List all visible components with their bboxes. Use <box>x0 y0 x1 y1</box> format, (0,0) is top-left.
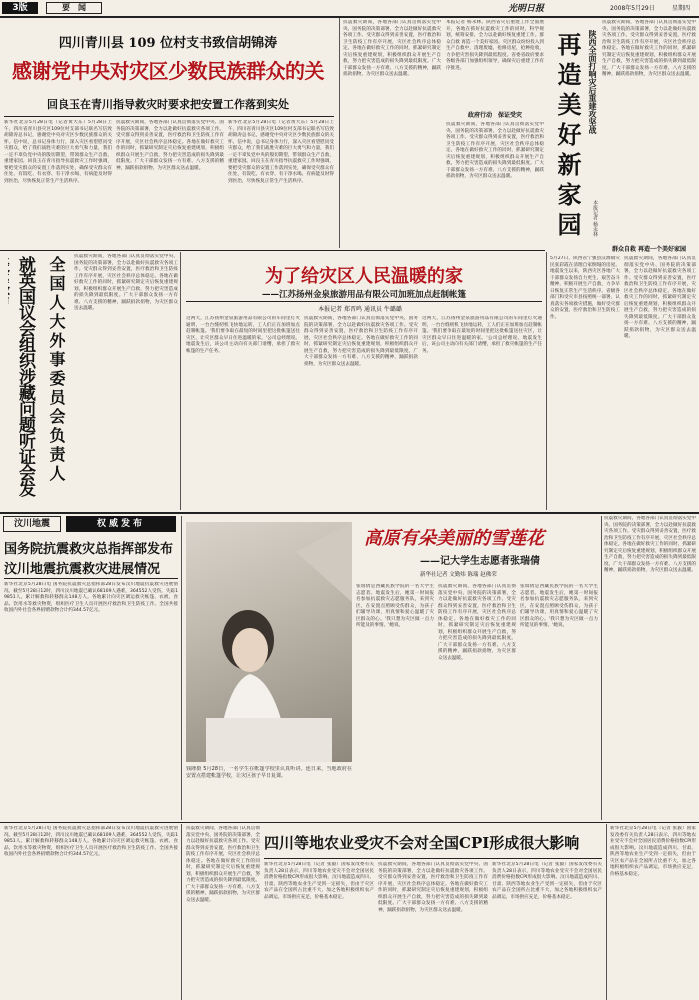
lead-rule <box>4 116 334 117</box>
quake-headline-2: 汶川地震抗震救灾进展情况 <box>4 562 161 576</box>
quake-label-box <box>3 516 61 532</box>
photo-figure <box>186 522 352 762</box>
right-divider <box>546 252 547 510</box>
news-photo <box>186 522 352 762</box>
lead-headline: 感谢党中央对灾区少数民族群众的关 <box>12 59 324 83</box>
lead-body-col2: 抗震救灾期间，各地各部门认真贯彻落实党中央、国务院的决策部署，全力以赴做好抗震救灾各项工作。受灾群众得到妥善安置，医疗救治和卫生防疫工作有序开展，灾区社会秩序总体稳定。各地在做好救灾工作的同时，抓紧研究制定灾后恢复重建规划，积极组织群众开展生产自救，努力把灾害造成的损失降到最低限度。广大干部群众发扬一方有难、八方支援的精神，踊跃捐款捐物，为灾区群众送去温暖。 <box>116 120 224 171</box>
cpi-head-rule <box>264 858 602 859</box>
cpi-divider-right <box>606 824 607 1000</box>
warm-rule <box>186 301 542 302</box>
npc-subtitle: 全国人大外事委员会负责人 <box>47 256 66 484</box>
mid-col-2b: 抗震救灾期间，各地各部门认真贯彻落实党中央、国务院的决策部署，全力以赴做好抗震救灾各项工作。受灾群众得到妥善安置，医疗救治和卫生防疫工作有序开展，灾区社会秩序总体稳定。各地在做好救灾工作的同时，抓紧研究制定灾后恢复重建规划，积极组织群众开展生产自救，努力把灾害造成的损失降到最低限度。广大干部群众发扬一方有难、八方支援的精神，踊跃捐款捐物，为灾区群众送去温暖。 <box>446 122 544 179</box>
zaizao-subtitle: 陕西全面打响灾后重建攻坚战 <box>588 30 597 134</box>
right-col-mid-2: 抗震救灾期间，各地各部门认真贯彻落实党中央、国务院的决策部署，全力以赴做好抗震救灾各项工作。受灾群众得到妥善安置，医疗救治和卫生防疫工作有序开展，灾区社会秩序总体稳定。各地在做好救灾工作的同时，抓紧研究制定灾后恢复重建规划，积极组织群众开展生产自救，努力把灾害造成的损失降到最低限度。广大干部群众发扬一方有难、八方支援的精神，踊跃捐款捐物，为灾区群众送去温暖。 <box>624 256 696 339</box>
warm-byline: 本报记者 郑晋鸣 通讯员 牛璐璐 <box>318 306 402 313</box>
warm-body-col1: 这两天，江苏扬州金泉旅游用品有限公司的车间里灯火通明，一台台缝纫机飞快地运转，工人们正在加班加点赶制帐篷。'我们要争取在最短的时间里把这批帐篷送往灾区，让灾区群众早日住进温暖的家。'公司总经理说。地震发生后，该公司主动向有关部门请缨，承担了救灾帐篷的生产任务。 <box>186 316 300 354</box>
quake-top-rule <box>0 512 699 514</box>
warm-body-col3: 这两天，江苏扬州金泉旅游用品有限公司的车间里灯火通明，一台台缝纫机飞快地运转，工人们正在加班加点赶制帐篷。'我们要争取在最短的时间里把这批帐篷送往灾区，让灾区群众早日住进温暖的家。'公司总经理说。地震发生后，该公司主动向有关部门请缨，承担了救灾帐篷的生产任务。 <box>422 316 542 354</box>
section-label: 要 闻 <box>62 3 86 12</box>
lead-body-col1: 新华社北京5月28日电（记者黄大东）5月28日上午，四川省青川县灾区109位村支部书记联名写信致胡锦涛总书记，感谢党中央对灾区少数民族群众的关怀。信中说，总书记身体力行，深入灾区看望慰问受灾群众，给了我们战胜灾难的巨大勇气和力量，我们一定不辜负党中央的殷切期望，带领群众生产自救，重建家园。回良玉在青川指导抗震救灾工作时强调，要把受灾群众的安置工作落到实处，确保受灾群众有住处、有饭吃、有衣穿、有干净水喝、有病能及时得到医治，尽快恢复正常生产生活秩序。 <box>4 120 112 184</box>
cpi-divider-left <box>181 824 182 1000</box>
lead-subhead: 回良玉在青川指导救灾时要求把安置工作落到实处 <box>47 98 289 111</box>
photo-caption: 钱隆摄 5月28日，一名学生在帐篷学校里认真听讲。连日来，当地政府在安置点搭建帐篷学校，让灾区孩子早日复课。 <box>186 766 352 779</box>
right-subhead: 群众自救 再造一个美好家园 <box>611 246 687 253</box>
cpi-body-col3: 新华社北京5月28日电（记者 张毅）国家发改委有关负责人28日表示，四川等地农业受灾不会对全国居民消费价格指数CPI形成很大影响。汶川地震造成四川、甘肃、陕西等地农业生产受到一定损失，但由于灾区农产品在全国所占比重不大，加之各地积极组织农产品调运，市场供应充足，价格基本稳定。 <box>492 862 602 900</box>
cpi-top-rule <box>0 822 699 823</box>
zaizao-title: 再造美好新家园 <box>553 32 582 242</box>
section-tag <box>46 2 102 14</box>
warm-subhead: ——江苏扬州金泉旅游用品有限公司加班加点赶制帐篷 <box>261 290 466 300</box>
cpi-body-col2: 抗震救灾期间，各地各部门认真贯彻落实党中央、国务院的决策部署，全力以赴做好抗震救灾各项工作。受灾群众得到妥善安置，医疗救治和卫生防疫工作有序开展，灾区社会秩序总体稳定。各地在做好救灾工作的同时，抓紧研究制定灾后恢复重建规划，积极组织群众开展生产自救，努力把灾害造成的损失降到最低限度。广大干部群众发扬一方有难、八方支援的精神，踊跃捐款捐物，为灾区群众送去温暖。 <box>378 862 488 913</box>
issue-weekday: 星期四 <box>672 5 691 12</box>
right-col-bottom: 抗震救灾期间，各地各部门认真贯彻落实党中央、国务院的决策部署，全力以赴做好抗震救灾各项工作。受灾群众得到妥善安置，医疗救治和卫生防疫工作有序开展，灾区社会秩序总体稳定。各地在做好救灾工作的同时，抓紧研究制定灾后恢复重建规划，积极组织群众开展生产自救，努力把灾害造成的损失降到最低限度。广大干部群众发扬一方有难、八方支援的精神，踊跃捐款捐物，为灾区群众送去温暖。 <box>604 516 696 573</box>
page-number: 3版 <box>2 2 38 14</box>
zaizao-byline: 本报记者 杨永林 <box>592 200 598 237</box>
lead-body-col3: 新华社北京5月28日电（记者黄大东）5月28日上午，四川省青川县灾区109位村支部书记联名写信致胡锦涛总书记，感谢党中央对灾区少数民族群众的关怀。信中说，总书记身体力行，深入灾区看望慰问受灾群众，给了我们战胜灾难的巨大勇气和力量，我们一定不辜负党中央的殷切期望，带领群众生产自救，重建家园。回良玉在青川指导抗震救灾工作时强调，要把受灾群众的安置工作落到实处，确保受灾群众有住处、有饭吃、有衣穿、有干净水喝、有病能及时得到医治，尽快恢复正常生产生活秩序。 <box>228 120 334 184</box>
quake-headline-1: 国务院抗震救灾总指挥部发布 <box>4 542 174 556</box>
npc-title: 就英国议会组织涉藏问题听证会发 <box>15 256 35 496</box>
quake-divider <box>181 516 182 820</box>
cpi-right-col: 新华社北京5月28日电（记者 张毅）国家发改委有关负责人28日表示，四川等地农业受灾不会对全国居民消费价格指数CPI形成很大影响。汶川地震造成四川、甘肃、陕西等地农业生产受到一定损失，但由于灾区农产品在全国所占比重不大，加之各地积极组织农产品调运，市场供应充足，价格基本稳定。 <box>610 826 696 877</box>
lead-kicker: 四川青川县 109 位村支书致信胡锦涛 <box>58 36 278 50</box>
warm-headline: 为了给灾区人民温暖的家 <box>265 266 463 286</box>
cpi-headline: 四川等地农业受灾不会对全国CPI形成很大影响 <box>264 834 580 852</box>
snow-byline: 新华社记者 文勤炜 陈瑞 赵佛荣 <box>420 572 497 578</box>
snow-body-col3: 张瑞倩是西藏民族学院的一名大学生志愿者。地震发生后，她第一时间报名参加抗震救灾志愿服务队，来到灾区，在安置点照顾受伤群众，为孩子们辅导功课，用真情和爱心温暖了灾区群众的心。'我只想为灾区做一点力所能及的事情。'她说。 <box>520 584 598 628</box>
npc-body: 抗震救灾期间，各地各部门认真贯彻落实党中央、国务院的决策部署，全力以赴做好抗震救灾各项工作。受灾群众得到妥善安置，医疗救治和卫生防疫工作有序开展，灾区社会秩序总体稳定。各地在做好救灾工作的同时，抓紧研究制定灾后恢复重建规划，积极组织群众开展生产自救，努力把灾害造成的损失降到最低限度。广大干部群众发扬一方有难、八方支援的精神，踊跃捐款捐物，为灾区群众送去温暖。 <box>74 254 178 311</box>
mid-rule <box>0 250 545 251</box>
npc-divider <box>180 252 181 510</box>
quake-tag: 权威发布 <box>66 516 176 532</box>
snow-subhead: ——记大学生志愿者张瑞倩 <box>420 556 540 566</box>
quake-head-rule <box>4 578 178 579</box>
cpi-left-col: 抗震救灾期间，各地各部门认真贯彻落实党中央、国务院的决策部署，全力以赴做好抗震救灾各项工作。受灾群众得到妥善安置，医疗救治和卫生防疫工作有序开展，灾区社会秩序总体稳定。各地在做好救灾工作的同时，抓紧研究制定灾后恢复重建规划，积极组织群众开展生产自救，努力把灾害造成的损失降到最低限度。广大干部群众发扬一方有难、八方支援的精神，踊跃捐款捐物，为灾区群众送去温暖。 <box>186 826 260 903</box>
paper-name: 光明日报 <box>508 4 545 14</box>
snow-body-col1: 张瑞倩是西藏民族学院的一名大学生志愿者。地震发生后，她第一时间报名参加抗震救灾志愿服务队，来到灾区，在安置点照顾受伤群众，为孩子们辅导功课，用真情和爱心温暖了灾区群众的心。'我只想为灾区做一点力所能及的事情。'她说。 <box>356 584 434 628</box>
masthead-rule <box>0 16 699 18</box>
mid-col-2: 本报记者 杨永林。陕西省灾后重建工作全面展开，各地在抓好抗震救灾工作的同时，科学规划，统筹安排，全力以赴做好恢复重建工作。群众自救 再造一个美好家园。灾区群众纷纷投入到生产自救中，清理废墟，抢修房屋，抢种抢收，力争把灾害损失降到最低程度。省委省政府要求各级各部门加强组织领导，确保灾后重建工作有序推进。 <box>446 20 544 71</box>
issue-date: 2008年5月29日 <box>610 5 655 12</box>
quake-label: 汶川地震 <box>13 519 50 529</box>
right-col-top: 抗震救灾期间，各地各部门认真贯彻落实党中央、国务院的决策部署，全力以赴做好抗震救灾各项工作。受灾群众得到妥善安置，医疗救治和卫生防疫工作有序开展，灾区社会秩序总体稳定。各地在做好救灾工作的同时，抓紧研究制定灾后恢复重建规划，积极组织群众开展生产自救，努力把灾害造成的损失降到最低限度。广大干部群众发扬一方有难、八方支援的精神，踊跃捐款捐物，为灾区群众送去温暖。 <box>602 20 696 77</box>
snow-body-col2: 抗震救灾期间，各地各部门认真贯彻落实党中央、国务院的决策部署，全力以赴做好抗震救灾各项工作。受灾群众得到妥善安置，医疗救治和卫生防疫工作有序开展，灾区社会秩序总体稳定。各地在做好救灾工作的同时，抓紧研究制定灾后恢复重建规划，积极组织群众开展生产自救，努力把灾害造成的损失降到最低限度。广大干部群众发扬一方有难、八方支援的精神，踊跃捐款捐物，为灾区群众送去温暖。 <box>438 584 516 661</box>
quake-body: 新华社北京5月28日电 国务院抗震救灾总指挥部28日发布汶川地震抗震救灾进展情况。截至5月28日12时，四川汶川地震已确认68109人遇难，364552人受伤，失踪19851人。累计解救和转移群众148万人。各地累计向灾区调运救灾帐篷、衣被、食品、饮用水等救灾物资，组织医疗卫生人员开展医疗救治和卫生防疫工作。全国共接收国内外社会各界捐赠款物合计约344.57亿元。 <box>4 582 178 613</box>
snow-divider <box>601 516 602 820</box>
bottom-left-col: 新华社北京5月28日电 国务院抗震救灾总指挥部28日发布汶川地震抗震救灾进展情况。截至5月28日12时，四川汶川地震已确认68109人遇难，364552人受伤，失踪19851人。累计解救和转移群众148万人。各地累计向灾区调运救灾帐篷、衣被、食品、饮用水等救灾物资，组织医疗卫生人员开展医疗救治和卫生防疫工作。全国共接收国内外社会各界捐赠款物合计约344.57亿元。 <box>4 826 178 857</box>
mid-subhead: 政府行动 保证受灾 <box>467 112 522 119</box>
masthead <box>0 0 699 16</box>
snow-headline: 高原有朵美丽的雪莲花 <box>364 528 544 549</box>
cpi-body-col1: 新华社北京5月28日电（记者 张毅）国家发改委有关负责人28日表示，四川等地农业受灾不会对全国居民消费价格指数CPI形成很大影响。汶川地震造成四川、甘肃、陕西等地农业生产受到一定损失，但由于灾区农产品在全国所占比重不大，加之各地积极组织农产品调运，市场供应充足，价格基本稳定。 <box>264 862 374 900</box>
mid-col-1: 抗震救灾期间，各地各部门认真贯彻落实党中央、国务院的决策部署，全力以赴做好抗震救灾各项工作。受灾群众得到妥善安置，医疗救治和卫生防疫工作有序开展，灾区社会秩序总体稳定。各地在做好救灾工作的同时，抓紧研究制定灾后恢复重建规划，积极组织群众开展生产自救，努力把灾害造成的损失降到最低限度。广大干部群众发扬一方有难、八方支援的精神，踊跃捐款捐物，为灾区群众送去温暖。 <box>343 20 441 77</box>
warm-body-col2: 抗震救灾期间，各地各部门认真贯彻落实党中央、国务院的决策部署，全力以赴做好抗震救灾各项工作。受灾群众得到妥善安置，医疗救治和卫生防疫工作有序开展，灾区社会秩序总体稳定。各地在做好救灾工作的同时，抓紧研究制定灾后恢复重建规划，积极组织群众开展生产自救，努力把灾害造成的损失降到最低限度。广大干部群众发扬一方有难、八方支援的精神，踊跃捐款捐物，为灾区群众送去温暖。 <box>304 316 418 367</box>
col-divider <box>339 18 340 248</box>
right-col-mid-1: 5月27日，陕西省宁强县汉源镇灾民张彩霞在清理自家倒塌的房屋。地震发生以来，陕西灾区各地广大干部群众发扬自力更生、艰苦奋斗精神，积极开展生产自救，力争早日恢复正常生产生活秩序。省级各部门和受灾市县按照统一部署，认真落实各项救灾措施，做好受灾群众的安置、医疗救治和卫生防疫工作。 <box>550 256 620 320</box>
